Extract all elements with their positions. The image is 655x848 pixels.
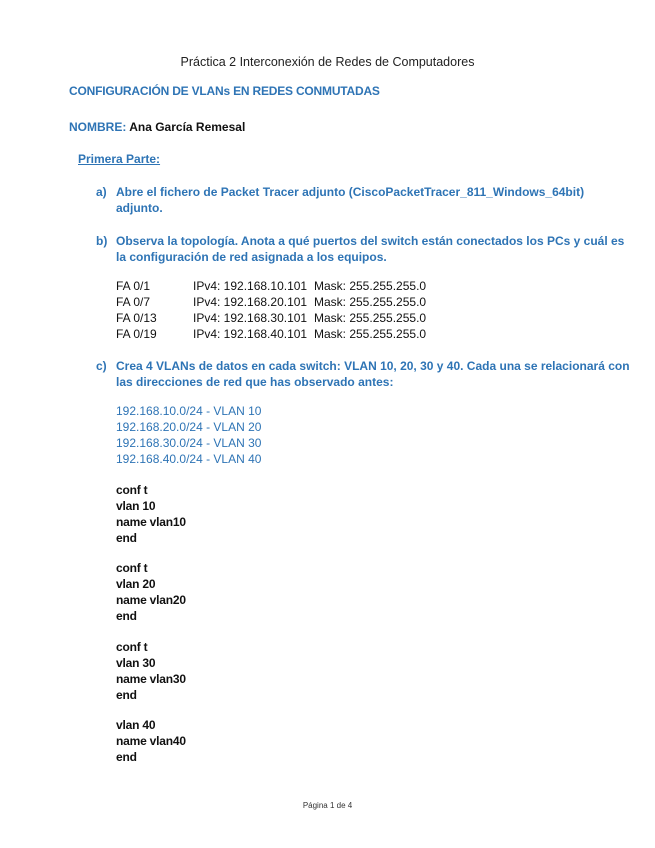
port-ipv4: IPv4: 192.168.20.101 <box>193 295 308 309</box>
command-line: end <box>116 750 137 764</box>
command-line: end <box>116 609 137 623</box>
question-b <box>96 233 625 267</box>
command-line: vlan 20 <box>116 577 156 591</box>
student-name-line <box>69 120 245 134</box>
port-row <box>116 279 516 295</box>
command-line: vlan 40 <box>116 718 156 732</box>
question-a-line-1: Abre el fichero de Packet Tracer adjunto (CiscoPacketTracer_811_Windows_64bit) <box>116 185 585 199</box>
vlan-map-line: 192.168.30.0/24 - VLAN 30 <box>116 436 262 450</box>
port-name: FA 0/13 <box>116 311 157 325</box>
port-ipv4: IPv4: 192.168.30.101 <box>193 311 308 325</box>
question-c-marker: c) <box>96 359 107 373</box>
command-line: conf t <box>116 483 148 497</box>
question-b-line-1: Observa la topología. Anota a qué puertos del switch están conectados los PCs y cuál es <box>116 234 625 248</box>
command-line: conf t <box>116 640 148 654</box>
port-ipv4: IPv4: 192.168.40.101 <box>193 327 308 341</box>
command-line: end <box>116 688 137 702</box>
question-b-line-2: la configuración de red asignada a los equipos. <box>116 250 387 264</box>
port-row <box>116 295 516 311</box>
port-name: FA 0/19 <box>116 327 157 341</box>
vlan-map-line: 192.168.40.0/24 - VLAN 40 <box>116 452 262 466</box>
command-line: name vlan10 <box>116 515 186 529</box>
document-title: CONFIGURACIÓN DE VLANs EN REDES CONMUTADAS <box>69 84 380 98</box>
command-line: vlan 30 <box>116 656 156 670</box>
port-mask: Mask: 255.255.255.0 <box>314 311 427 325</box>
port-mask: Mask: 255.255.255.0 <box>314 279 427 293</box>
vlan-map-line: 192.168.20.0/24 - VLAN 20 <box>116 420 262 434</box>
question-c-line-2: las direcciones de red que has observado antes: <box>116 375 394 389</box>
question-a <box>96 184 596 218</box>
port-ipv4: IPv4: 192.168.10.101 <box>193 279 308 293</box>
part-title: Primera Parte: <box>78 152 161 166</box>
command-line: end <box>116 531 137 545</box>
vlan-map-line: 192.168.10.0/24 - VLAN 10 <box>116 404 262 418</box>
command-line: vlan 10 <box>116 499 156 513</box>
port-mask: Mask: 255.255.255.0 <box>314 327 427 341</box>
question-a-marker: a) <box>96 185 107 199</box>
command-line: name vlan40 <box>116 734 186 748</box>
name-value: Ana García Remesal <box>129 120 246 134</box>
command-line: name vlan30 <box>116 672 186 686</box>
port-mask: Mask: 255.255.255.0 <box>314 295 427 309</box>
question-c-line-1: Crea 4 VLANs de datos en cada switch: VLAN 10, 20, 30 y 40. Cada una se relacionará con <box>116 359 630 373</box>
page-header: Práctica 2 Interconexión de Redes de Computadores <box>180 55 475 69</box>
question-c <box>96 358 630 392</box>
command-line: name vlan20 <box>116 593 186 607</box>
port-row <box>116 311 516 327</box>
port-name: FA 0/7 <box>116 295 151 309</box>
question-a-line-2: adjunto. <box>116 201 163 215</box>
question-b-marker: b) <box>96 234 108 248</box>
name-label: NOMBRE: <box>69 120 127 134</box>
command-line: conf t <box>116 561 148 575</box>
page-footer: Página 1 de 4 <box>302 801 353 810</box>
port-name: FA 0/1 <box>116 279 151 293</box>
port-row <box>116 327 516 343</box>
